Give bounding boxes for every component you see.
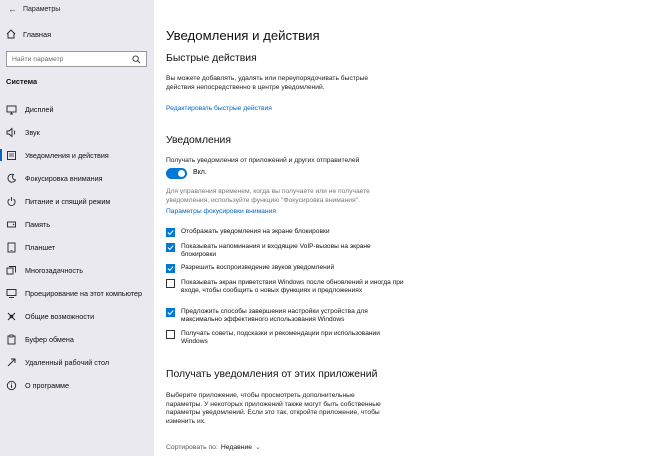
focus-assist-icon: [6, 173, 17, 184]
sort-label: Сортировать по:: [166, 443, 218, 451]
checkmark-icon: [167, 244, 174, 251]
focus-assist-settings-link[interactable]: Параметры фокусировки внимания: [166, 208, 276, 215]
notifications-toggle[interactable]: [166, 168, 187, 179]
focus-assist-hint: Для управления временем, когда вы получаете или не получаете уведомления, используйте функцию "Фокусировка внимания".: [166, 188, 370, 204]
sidebar-item-label: Многозадачность: [25, 265, 84, 275]
sidebar-item-label: Фокусировка внимания: [25, 173, 103, 183]
sidebar-item-multitasking[interactable]: [0, 260, 154, 280]
checkbox[interactable]: [166, 264, 175, 273]
sidebar-item-focus-assist[interactable]: [0, 168, 154, 188]
sidebar-item-label: Проецирование на этот компьютер: [25, 288, 143, 298]
notifications-heading: Уведомления: [166, 135, 231, 146]
toggle-state-label: Вкл.: [193, 169, 207, 176]
sidebar-item-projecting[interactable]: [0, 283, 154, 303]
sidebar-item-label: Память: [25, 219, 51, 229]
sidebar-item-label: Планшет: [25, 242, 56, 252]
quick-actions-heading: Быстрые действия: [166, 53, 257, 64]
sidebar-item-label: Дисплей: [25, 104, 54, 114]
checkbox[interactable]: [166, 243, 175, 252]
sidebar-item-label: Уведомления и действия: [25, 150, 109, 160]
sidebar-item-storage[interactable]: [0, 214, 154, 234]
power-icon: [6, 196, 17, 207]
storage-icon: [6, 219, 17, 230]
checkbox[interactable]: [166, 308, 175, 317]
page-title: Уведомления и действия: [166, 28, 320, 43]
sidebar-item-display[interactable]: [0, 99, 154, 119]
multitasking-icon: [6, 265, 17, 276]
shared-experiences-icon: [6, 311, 17, 322]
checkbox-setup-suggestions[interactable]: [166, 308, 406, 324]
sidebar-item-power[interactable]: [0, 191, 154, 211]
checkmark-icon: [167, 309, 174, 316]
sidebar-item-label: О программе: [25, 380, 69, 390]
main-content: [154, 0, 650, 456]
sidebar-item-label: Удаленный рабочий стол: [25, 357, 110, 367]
sidebar-item-clipboard[interactable]: [0, 329, 154, 349]
back-arrow-icon[interactable]: ←: [8, 4, 17, 14]
checkbox-label: Получать советы, подсказки и рекомендации при использовании Windows: [181, 330, 380, 346]
chevron-down-icon: ⌄: [255, 444, 261, 451]
apps-description: Выберите приложение, чтобы просмотреть дополнительные параметры. У некоторых приложений также могут быть собственные параметры уведомлений. Если это так, откройте приложение, чтобы изменить их.: [166, 392, 381, 425]
search-placeholder: Найти параметр: [12, 55, 64, 63]
apps-heading: Получать уведомления от этих приложений: [166, 369, 378, 380]
checkbox-lock-screen-reminders[interactable]: [166, 243, 406, 259]
sidebar-item-about[interactable]: [0, 375, 154, 395]
checkmark-icon: [167, 229, 174, 236]
quick-actions-description: Вы можете добавлять, удалять или переупорядочивать быстрые действия непосредственно в центре уведомлений.: [166, 75, 369, 91]
checkbox-lock-screen-notifications[interactable]: [166, 228, 406, 237]
checkbox-label: Показывать экран приветствия Windows после обновлений и иногда при входе, чтобы сообщить о новых функциях и предложениях: [181, 279, 404, 295]
tablet-icon: [6, 242, 17, 253]
sort-value: Недавние: [220, 443, 253, 451]
search-icon: [132, 55, 141, 64]
sidebar-item-shared-experiences[interactable]: [0, 306, 154, 326]
sidebar-item-label: Буфер обмена: [25, 334, 74, 344]
checkbox-label: Предложить способы завершения настройки устройства для максимально эффективного использования Windows: [181, 308, 368, 324]
notifications-icon: [6, 150, 17, 161]
checkbox[interactable]: [166, 330, 175, 339]
edit-quick-actions-link[interactable]: Редактировать быстрые действия: [166, 105, 272, 112]
sidebar-item-label: Общие возможности: [25, 311, 95, 321]
remote-desktop-icon: [6, 357, 17, 368]
checkmark-icon: [167, 265, 174, 272]
sound-icon: [6, 127, 17, 138]
sidebar-item-notifications[interactable]: [0, 145, 154, 165]
home-label: Главная: [23, 29, 52, 39]
info-icon: [6, 380, 17, 391]
home-icon: [6, 29, 16, 39]
clipboard-icon: [6, 334, 17, 345]
checkbox[interactable]: [166, 279, 175, 288]
checkbox-label: Разрешить воспроизведение звуков уведомлений: [181, 264, 335, 271]
sidebar-item-label: Звук: [25, 127, 40, 137]
receive-notifications-label: Получать уведомления от приложений и других отправителей: [166, 157, 360, 164]
titlebar: [8, 4, 60, 14]
sort-dropdown[interactable]: [166, 443, 261, 451]
checkbox-notification-sounds[interactable]: [166, 264, 406, 273]
checkbox-label: Показывать напоминания и входящие VoIP-вызовы на экране блокировки: [181, 243, 371, 259]
sidebar-item-tablet[interactable]: [0, 237, 154, 257]
section-title: Система: [6, 77, 38, 86]
checkbox-welcome-experience[interactable]: [166, 279, 406, 295]
projecting-icon: [6, 288, 17, 299]
checkbox-tips[interactable]: [166, 330, 406, 346]
home-nav-item[interactable]: [6, 29, 51, 39]
display-icon: [6, 104, 17, 115]
checkbox[interactable]: [166, 228, 175, 237]
window-title: Параметры: [23, 5, 61, 13]
search-input[interactable]: [6, 51, 147, 67]
sidebar: [0, 0, 154, 456]
sidebar-item-label: Питание и спящий режим: [25, 196, 111, 206]
sidebar-item-remote-desktop[interactable]: [0, 352, 154, 372]
checkbox-label: Отображать уведомления на экране блокировки: [181, 228, 330, 235]
sidebar-item-sound[interactable]: [0, 122, 154, 142]
